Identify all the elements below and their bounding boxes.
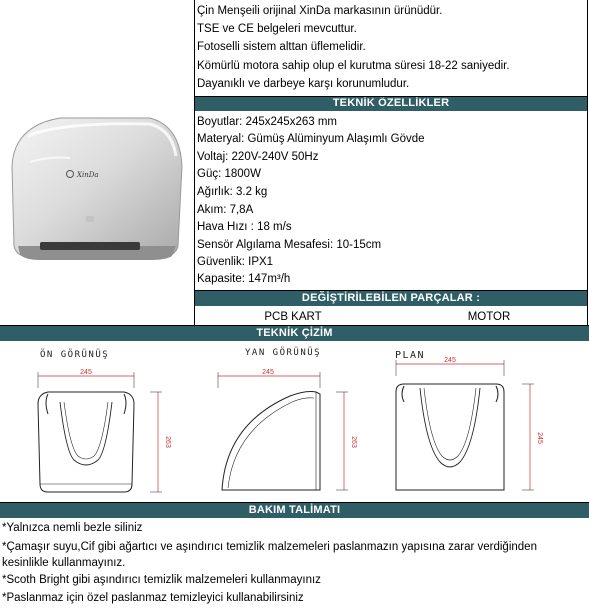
care-line: *Paslanmaz için özel paslanmaz temizleyici kullanabilirsiniz (2, 592, 304, 604)
feature-line: Çin Menşeili orijinal XinDa markasının ürünüdür. (197, 5, 443, 17)
brand-logo-text: XinDa (77, 171, 99, 179)
plan-width-label: 245 (444, 357, 456, 364)
spec-line: Sensör Algılama Mesafesi: 10-15cm (197, 239, 382, 251)
spec-line: Voltaj: 220V-240V 50Hz (197, 151, 319, 163)
spec-line: Boyutlar: 245x245x263 mm (197, 116, 337, 128)
rule (195, 96, 587, 97)
front-height-label: 263 (164, 436, 171, 448)
feature-line: TSE ve CE belgeleri mevcuttur. (197, 23, 357, 35)
side-width-label: 245 (262, 369, 274, 376)
care-line: kesinlikle kullanmayınız. (2, 557, 126, 569)
drawing-svg (0, 342, 589, 502)
part-motor: MOTOR (467, 311, 511, 323)
drawing-header: TEKNİK ÇİZİM (0, 326, 589, 341)
front-width-label: 245 (80, 369, 92, 376)
spec-line: Güvenlik: IPX1 (197, 256, 274, 268)
technical-drawing (0, 342, 589, 502)
side-height-label: 263 (350, 436, 357, 448)
side-view (218, 372, 348, 490)
front-view (38, 372, 162, 492)
care-line: *Çamaşır suyu,Cif gibi ağartıcı ve aşındırıcı temizlik malzemeleri paslanmazın yapısına zarar verdiğinden (2, 541, 537, 553)
plan-depth-label: 245 (536, 432, 543, 444)
specs-list (195, 114, 587, 289)
spec-line: Ağırlık: 3.2 kg (197, 186, 268, 198)
care-list (0, 520, 589, 609)
care-line: *Scoth Bright gibi aşındırıcı temizlik malzemeleri kullanmayınız (2, 574, 321, 586)
side-view-title: YAN GÖRÜNÜŞ (245, 348, 322, 358)
rule (195, 290, 587, 291)
care-line: *Yalnızca nemli bezle siliniz (2, 522, 143, 534)
spec-line: Güç: 1800W (197, 168, 261, 180)
right-border (587, 0, 588, 325)
plan-view-title: PLAN (395, 350, 426, 361)
spec-line: Hava Hızı : 18 m/s (197, 221, 292, 233)
spec-line: Materyal: Gümüş Alüminyum Alaşımlı Gövde (197, 133, 425, 145)
features-block (195, 3, 587, 95)
feature-line: Dayanıklı ve darbeye karşı korunumludur. (197, 78, 410, 90)
product-photo (0, 96, 194, 286)
plan-view (396, 360, 534, 490)
feature-line: Fotoselli sistem alttan üflemelidir. (197, 41, 366, 53)
front-view-title: ÖN GÖRÜNÜŞ (40, 350, 110, 360)
feature-line: Kömürlü motora sahip olup el kurutma süresi 18-22 saniyedir. (197, 60, 510, 72)
parts-header: DEĞİŞTİRİLEBİLEN PARÇALAR : (195, 291, 587, 306)
part-pcb: PCB KART (264, 311, 322, 323)
spec-line: Kapasite: 147m³/h (197, 273, 291, 285)
care-header: BAKIM TALİMATI (0, 503, 589, 518)
specs-header: TEKNİK ÖZELLİKLER (195, 96, 587, 111)
spec-line: Akım: 7,8A (197, 204, 254, 216)
